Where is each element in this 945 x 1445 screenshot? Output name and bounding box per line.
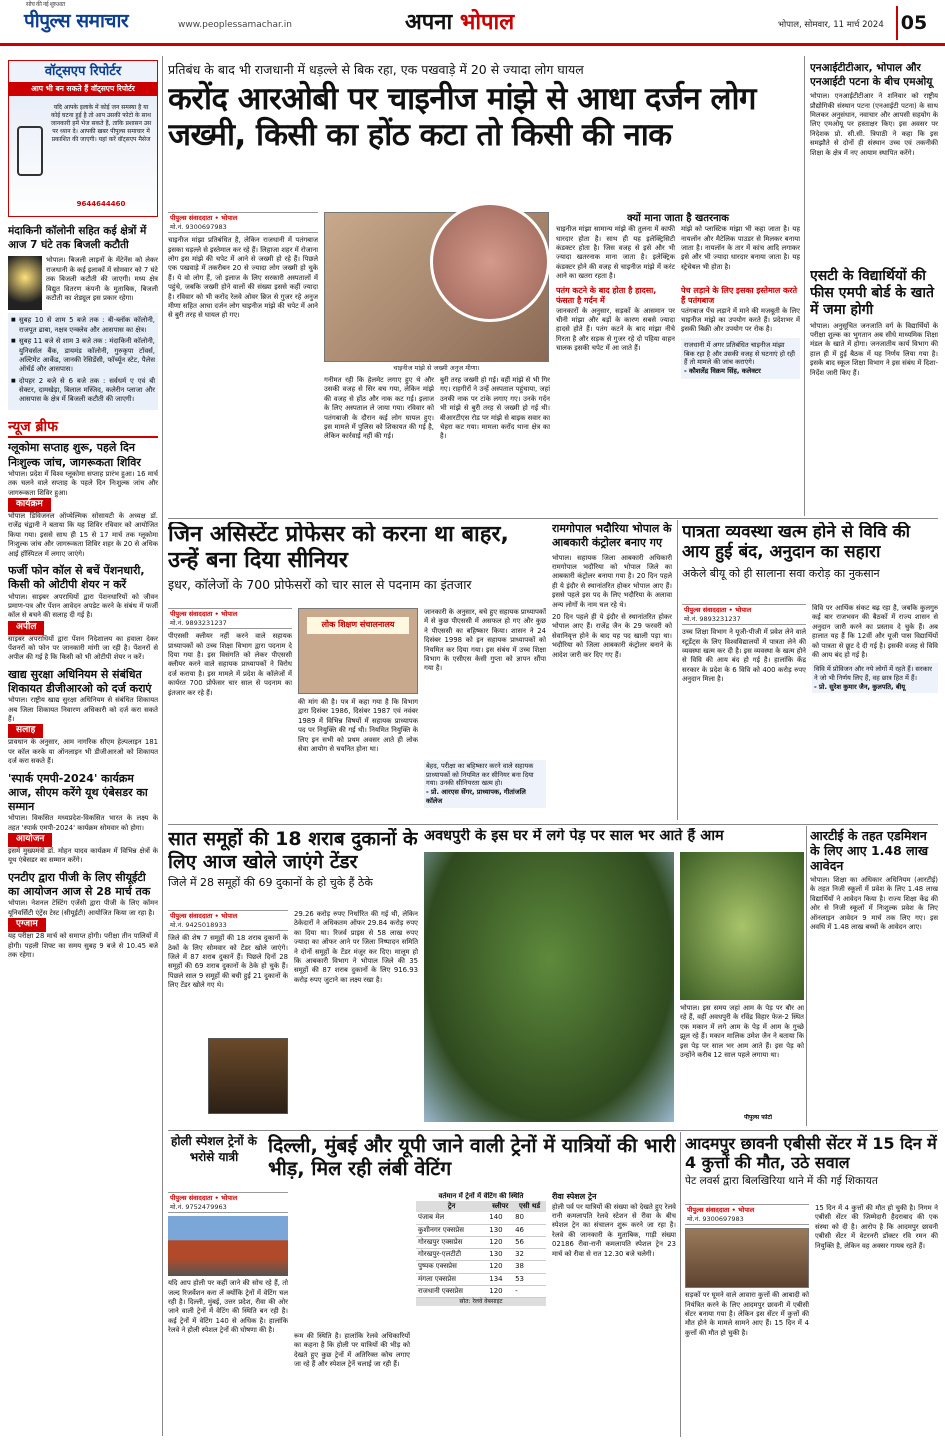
table-title: वर्तमान में ट्रेनों में वेटिंग की स्थिति [438, 1192, 524, 1200]
university-headline: पात्रता व्यवस्था खत्म होने से विवि की आय हुई बंद, अनुदान का सहारा [682, 522, 911, 563]
table-row: कुशीनगर एक्सप्रेस 130 46 [416, 1224, 546, 1236]
article-column: चाइनीज मांझा सामान्य मांझे की तुलना में काफी धारदार होता है। साथ ही यह इलेक्ट्रिसिटी कंडक्टर होता है। जिस वजह से इसे और भी ज्यादा खतरनाक माना जाता है। इलेक्ट्रिक कंडक्टर होने की वजह से चाइनीज मांझे में करंट आने का खतरा रहता है। [556, 225, 675, 281]
article-column: जानकारों के अनुसार, सड़कों के आसमान पर चीनी मांझा और बड़ों के कारण सबसे ज्यादा हादसे होते हैं। पतंग कटने के बाद मांझा नीचे गिरता है और सड़क से गुजर रहे दो पहिया वाहन चालक इसकी चपेट में आ जाते हैं। [556, 306, 675, 353]
mou-text: भोपाल। एनआईटीटीआर ने शनिवार को राष्ट्रीय प्रौद्योगिकी संस्थान पटना (एनआईटी पटना) के साथ मिलकर अनुसंधान, नवाचार और आपसी सहयोग के लिए एमओयू पर हस्ताक्षर किए। इस अवसर पर निदेशक प्रो. सी.सी. त्रिपाठी ने कहा कि इस समझौते से दोनों ही संस्थान उच्च एवं तकनीकी शिक्षा के क्षेत्र में नए आयाम स्थापित करेंगे। [810, 92, 938, 157]
trains-headline: दिल्ली, मुंबई और यूपी जाने वाली ट्रेनों में यात्रियों की भारी भीड़, मिल रही लंबी वेटिंग [268, 1134, 676, 1181]
liquor-headline: सात समूहों की 18 शराब दुकानों के लिए आज खोले जाएंगे टेंडर [168, 828, 418, 873]
brief-headline: एनटीए द्वारा पीजी के लिए सीयूईटी का आयोजन आज से 28 मार्च तक [8, 870, 151, 899]
brief-text: साइबर अपराधियों द्वारा पेंशन निदेशालय का हवाला देकर पेंशनरों को फोन पर जानकारी मांगी जा रही है। पेंशनरों से अपील की गई है कि किसी को भी ओटीपी शेयर न करें। [8, 634, 158, 662]
website-url[interactable]: www.peoplessamachar.in [178, 20, 292, 30]
article-column: यदि आप होली पर कहीं जाने की सोच रहे हैं, तो जल्द रिजर्वेशन करा लें क्योंकि ट्रेनों में वेटिंग चल रही है। दिल्ली, मुंबई, उत्तर प्रदेश, रीवा की ओर जाने वाली ट्रेनों में वेटिंग की स्थिति बन रही है। कई ट्रेनों में वेटिंग 140 से अधिक है। हालांकि रेलवे ने होली स्पेशल ट्रेनों की घोषणा की है। [168, 1279, 288, 1335]
liquor-story [168, 828, 418, 1128]
brief-text: भोपाल डिविजनल ऑप्थेल्मिक सोसायटी के अध्यक्ष डॉ. राजेंद्र चंद्वानी ने बताया कि यह शिविर रविवार को आयोजित किया गया। इससे साथ ही 15 से 17 मार्च तक ग्लूकोमा निःशुल्क जांच और जागरूकता शिविर शहर के 20 से अधिक आई हॉस्पिटल में लगाए जाएंगे। [8, 511, 158, 558]
table-row: पंजाब मेल 140 80 [416, 1212, 546, 1224]
subheading: रीवा स्पेशल ट्रेन [552, 1192, 597, 1201]
label-badge: आयोजन [8, 833, 52, 847]
professor-kicker: इधर, कॉलेजों के 700 प्रोफेसरों को चार साल से पदनाम का इंतजार [168, 576, 472, 592]
lead-kicker: प्रतिबंध के बाद भी राजधानी में धड़ल्ले से बिक रहा, एक पखवाड़े में 20 से ज्यादा लोग घायल [168, 62, 584, 77]
dateline: भोपाल, सोमवार, 11 मार्च 2024 [778, 20, 884, 30]
explainer-title: क्यों माना जाता है खतरनाक [627, 213, 729, 224]
news-brief-title: न्यूज ब्रीफ [8, 418, 158, 438]
byline: पीपुल्स संवाददाता • भोपाल मो.नं. 9893231237 [682, 604, 806, 625]
article-column: पतंगबाज पेंच लड़ाने में माने की मजबूती के लिए चाइनीज मांझे का उपयोग करते हैं। प्रदेशभर में इसकी बिक्री और उपयोग पर रोक है। [681, 306, 800, 334]
list-item: ■ सुबह 10 से शाम 5 बजे तक : बी-ब्लॉक कॉलोनी, राजपूत ढाबा, नक्षत्र एन्क्लेव और आसपास का क्षेत्र। [11, 316, 155, 335]
article-column: बुरी तरह जख्मी हो गई। वहीं मांझे से भी गिर गए। राहगीरों ने उन्हें अस्पताल पहुंचाया, जहां उनकी नाक पर टांके लगाए गए। उनके गर्दन भी मांझे से बुरी तरह से जख्मी हो गई थी। बीआरटीएस रोड पर मांझे से बाइक सवार का चेहरा कट गया। मामला करोंद थाना क्षेत्र का है। [440, 376, 550, 441]
phone-icon [17, 126, 43, 176]
article-column: सड़कों पर घूमने वाले आवारा कुत्तों की आबादी को नियंत्रित करने के लिए आदमपुर छावनी में एबीसी सेंटर बनाया गया है। लेकिन इस सेंटर में कुत्तों की मौत होने के मामले सामने आए हैं। 15 दिन में 4 कुत्तों की मौत हो चुकी है। [685, 1291, 809, 1337]
rte-story [810, 828, 938, 1128]
article-column: 20 दिन पहले ही ये इंदौर से स्थानांतरित होकर भोपाल आए हैं। राजेंद्र जैन के 29 फरवरी को सेवानिवृत्त होने के बाद यह पद खाली पड़ा था। भदौरिया को जिला आबकारी कंट्रोलर बनाने के आदेश जारी कर दिए गए हैं। [552, 612, 672, 659]
lead-headline: करोंद आरओबी पर चाइनीज मांझे से आधा दर्जन लोग जख्मी, किसी का होंठ कटा तो किसी की नाक [168, 80, 756, 154]
list-item: ■ दोपहर 2 बजे से 6 बजे तक : सर्वधर्म ए एवं बी सेक्टर, दामखेड़ा, बिलाल मस्जिद, कलेरीन प्लाजा और आसपास के क्षेत्र में बिजली कटौती की जाएगी। [11, 377, 155, 405]
whatsapp-title: वॉट्सएप रिपोर्टर [9, 61, 157, 82]
subheading: पेच लड़ाने के लिए इसका इस्तेमाल करते हैं पतंगबाज [681, 285, 798, 306]
left-sidebar [8, 60, 158, 1435]
photo-caption: चाइनीज मांझे से जख्मी अनुज मीणा। [324, 364, 549, 373]
mango-closeup-photo [680, 852, 804, 1000]
newspaper-logo[interactable]: सोच की नई शुरुआत पीपुल्स समाचार [24, 1, 129, 32]
article-column: पीएससी क्लीयर नहीं करने वाले सहायक प्राध्यापकों को उच्च शिक्षा विभाग द्वारा पदनाम दे दिया गया है। इस विसंगति को लेकर पीएससी क्लीयर करने वाले सहायक प्राध्यापकों ने विरोध दर्ज कराया है। इस मामले में प्रदेश के कॉलेजों में कार्यरत 700 प्रोफेसर चार साल से पदनाम का इंतजार कर रहे हैं। [168, 632, 292, 697]
excise-headline: रामगोपाल भदौरिया भोपाल के आबकारी कंट्रोलर बनाए गए [552, 522, 672, 550]
trains-side-headline: होली स्पेशल ट्रेनों के भरोसे यात्री [170, 1134, 258, 1164]
university-kicker: अकेले बीयू को ही सालाना सवा करोड़ का नुकसान [682, 566, 880, 580]
table-source: स्रोत: रेलवे वेबसाइट [416, 1298, 546, 1306]
section-title: अपना भोपाल [405, 10, 515, 35]
article-column: मांझे को प्लास्टिक मांझा भी कहा जाता है। यह नायलॉन और मैटेलिक पाउडर से मिलकर बनाया जाता है। नायलॉन के तार में कांच आदि लगाकर इसे और भी ज्यादा धारदार बनाया जाता है। यह स्ट्रेचेबल भी होता है। [681, 225, 800, 271]
mango-headline: अवधपुरी के इस घर में लगे पेड़ पर साल भर आते हैं आम [424, 828, 724, 844]
article-column: 15 दिन में 4 कुत्तों की मौत हो चुकी है। निगम ने एबीसी सेंटर की जिम्मेदारी हैदराबाद की एक संस्था को दी है। आरोप है कि आदमपुर छावनी एबीसी सेंटर में वेटरनरी डॉक्टर रवि रमन की नियुक्ति है, लेकिन वह अक्सर गायब रहते हैं। [815, 1204, 938, 1250]
whatsapp-reporter-box [8, 60, 158, 217]
whatsapp-phone[interactable]: 9644644460 [76, 200, 126, 209]
article-column: चाइनीज मांझा प्रतिबंधित है, लेकिन राजधानी में पतंगबाज इसका धड़ल्ले से इस्तेमाल कर रहे हैं। लिहाजा शहर में रोजाना लोग इस मांझे की चपेट में आने से जख्मी हो रहे हैं। पिछले एक पखवाड़े में तकरीबन 20 से ज्यादा लोग जख्मी हो चुके हैं। ये वो लोग हैं, जो इलाज के लिए सरकारी अस्पतालों में पहुंचे, जबकि जख्मी होने वालों की संख्या इससे कहीं ज्यादा है। रविवार को भी करोंद रेलवे ओवर ब्रिज से गुजर रहे अनुज मीणा सहित आधा दर्जन लोग चाइनीज मांझे की चपेट में आने से बुरी तरह से घायल हो गए। [168, 236, 318, 320]
article-column: 29.26 करोड़ रुपए निर्धारित की गई थी, लेकिन ठेकेदारों ने अधिकतम ऑफर 29.84 करोड़ रुपए का दिया था। रिजर्व प्राइस से 58 लाख रुपए ज्यादा का ऑफर आने पर जिला निष्पादन समिति ने दोनों समूहों के टेंडर मंजूर कर दिए। मालूम हो कि आबकारी विभाग ने भोपाल जिले की 35 समूहों की 87 शराब दुकानों के लिए 916.93 करोड़ रुपए जुटाने का लक्ष्य रखा है। [294, 910, 418, 984]
liquor-shop-photo [208, 1038, 288, 1114]
masthead [0, 0, 945, 46]
brief-headline: खाद्य सुरक्षा अधिनियम से संबंधित शिकायत डीजीआरओ को दर्ज कराएं [8, 667, 152, 696]
brief-headline: फर्जी फोन कॉल से बचें पेंशनधारी, किसी को ओटीपी शेयर न करें [8, 563, 145, 592]
brief-text: भोपाल। साइबर अपराधियों द्वारा पेंशनधारियों को जीवन प्रमाण-पत्र और पेंशन आवेदन अपडेट करने के संबंध में फर्जी कॉल से बचने की सलाह दी गई है। [8, 592, 158, 620]
explainer-box [556, 212, 800, 517]
st-fees-headline: एसटी के विद्यार्थियों की फीस एमपी बोर्ड के खाते में जमा होगी [810, 268, 934, 318]
quote-box: विवि में प्रोविजन और नये लोगों में रहते हैं। सरकार ने जो भी निर्णय लिए हैं, वह छात्र हित में हैं। - प्रो. सुरेश कुमार जैन, कुलपति, बीयू [812, 663, 938, 693]
lead-story [168, 62, 800, 517]
brief-text: भोपाल। नेशनल टेस्टिंग एजेंसी द्वारा पीजी के लिए कॉमन यूनिवर्सिटी एंट्रेंस टेस्ट (सीयूईटी) आयोजित किया जा रहा है। [8, 899, 158, 917]
logo-tagline: सोच की नई शुरुआत [26, 1, 65, 8]
mango-story [424, 828, 804, 1128]
liquor-kicker: जिले में 28 समूहों की 69 दुकानों के हो चुके हैं ठेके [168, 875, 373, 889]
office-photo [298, 608, 418, 694]
mou-headline: एनआईटीटीआर, भोपाल और एनआईटी पटना के बीच एमओयू [810, 62, 933, 88]
power-cut-text: भोपाल। बिजली लाइनों के मेंटेनेंस को लेकर राजधानी के कई इलाकों में सोमवार को 7 घंटे तक बिजली कटौती की जाएगी। मध्य क्षेत्र विद्युत वितरण कंपनी के मुताबिक, बिजली कटौती का शेड्यूल इस प्रकार रहेगा। [46, 256, 158, 302]
article-column: होली पर्व पर यात्रियों की संख्या को देखते हुए रेलवे रानी कमलापति रेलवे स्टेशन से रीवा के बीच स्पेशल ट्रेन का संचालन शुरू करने जा रहा है। रेलवे की जानकारी के मुताबिक, गाड़ी संख्या 02186 रीवा-रानी कमलापति स्पेशल ट्रेन 23 मार्च को रीवा से रात 12.30 बजे चलेगी। [552, 1202, 676, 1258]
list-item: ■ सुबह 11 बजे से शाम 3 बजे तक : मंदाकिनी कॉलोनी, युनिवर्सल बैंक, डायमंड कॉलोनी, गुरुकृपा टॉवर्स, अल्टिमेट आर्केड, जानकी रेसिडेंसी, फॉर्च्यून स्टेट, पैलेस ऑर्चर्ड और आसपास। [11, 337, 155, 375]
table-row: राजधानी एक्सप्रेस 120 - [416, 1285, 546, 1297]
dogs-story [685, 1134, 938, 1439]
quote-box: बेहद, परीक्षा का बहिष्कार करने वाले सहायक प्राध्यापकों को नियमित कर सीनियर बना दिया गया। उनकी सीनियरता खत्म हो। - प्रो. आरएस सेंगर, प्राध्यापक, गीतांजलि कॉलेज [424, 760, 546, 808]
subheading: पतंग कटने के बाद होता है हादसा, फंसता है गर्दन में [556, 285, 657, 306]
professor-story [168, 522, 546, 822]
mango-tree-photo [424, 852, 674, 1122]
byline: पीपुल्स संवाददाता • भोपाल मो.नं. 9300697983 [168, 212, 318, 233]
waiting-table: ट्रेन स्लीपर एसी थर्ड पंजाब मेल 140 80 कुशीनगर एक्सप्रेस 130 46 गोरखपुर एक्सप्रेस 120 56 गोरखपुर-एलटीटी 130 32 पुष्पक एक्सप्रेस 120 38 मंगला एक्सप्रेस 134 53 राजधानी एक्सप्रेस 120 - [416, 1201, 546, 1298]
byline: पीपुल्स संवाददाता • भोपाल मो.नं. 9752479963 [168, 1192, 288, 1213]
table-row: गोरखपुर-एलटीटी 130 32 [416, 1249, 546, 1261]
article-column: की मांग की है। पत्र में कहा गया है कि विभाग द्वारा दिसंबर 1986, दिसंबर 1987 एवं नवंबर 1989 में विभिन्न विषयों में सहायक प्राध्यापक पद पर नियुक्ति की गई थी। नियमित नियुक्ति के लिए इन सभी को प्रथम अवसर आते ही लोक सेवा आयोग से चयनित होना था। [298, 698, 418, 753]
power-cut-list [8, 313, 158, 410]
label-badge: कार्यक्रम [8, 498, 51, 512]
article-column: रूम की स्थिति है। हालांकि रेलवे अधिकारियों का कहना है कि होली पर यात्रियों की भीड़ को देखते हुए कुछ ट्रेनों में अतिरिक्त कोच लगाए जा रहे हैं और स्पेशल ट्रेनें चलाई जा रही हैं। [294, 1332, 410, 1369]
excise-story [552, 522, 672, 822]
article-column: गनीमत रही कि हेलमेट लगाए हुए थे और उसकी वजह से सिर बच गया, लेकिन मांझे की वजह से होंठ और नाक कट गई। इलाज के लिए अस्पताल ले जाया गया। रविवार को पतंगबाजी के दौरान कई लोग घायल हुए। इस मामले में पुलिस को शिकायत की गई है, लेकिन कार्रवाई नहीं की गई। [324, 376, 434, 441]
quote-box: राजधानी में अगर प्रतिबंधित चाइनीज मांझा बिक रहा है और उसकी वजह से घटनाएं हो रही हैं तो मामले की जांच कराएंगे। - कौशलेंद्र विक्रम सिंह, कलेक्टर [681, 338, 800, 379]
professor-headline: जिन असिस्टेंट प्रोफेसर को करना था बाहर, उन्हें बना दिया सीनियर [168, 522, 509, 574]
article-column: उच्च शिक्षा विभाग ने यूजी-पीजी में प्रवेश लेने वाले स्टूडेंट्स के लिए विश्वविद्यालयों में पात्रता लेने की व्यवस्था खत्म कर दी है। इस व्यवस्था के खत्म होने से विवि की आय बंद हो गई है। हालांकि केंद्र सरकार के प्रदेश के 6 विवि को 400 करोड़ रुपए अनुदान मिला है। [682, 628, 806, 684]
whatsapp-body [9, 96, 157, 216]
article-column: जिले की शेष 7 समूहों की 18 शराब दुकानों के ठेकों के लिए सोमवार को टेंडर खोले जाएंगे। जिले में 87 शराब दुकानें हैं। पिछले दिनों 28 समूहों की 69 शराब दुकानों के ठेके हो चुके हैं। पिछले साल 9 समूहों की बची हुई 21 दुकानों के लिए टेंडर खोले गए थे। [168, 934, 288, 990]
whatsapp-subtitle: आप भी बन सकते हैं वॉट्सएप रिपोर्टर [9, 82, 157, 96]
trains-story [168, 1134, 676, 1439]
brief-headline: ग्लूकोमा सप्ताह शुरू, पहले दिन निःशुल्क जांच, जागरूकता शिविर [8, 441, 141, 469]
university-story [682, 522, 938, 822]
article-column: विवि पर आर्थिक संकट बढ़ रहा है, जबकि कुलगुरु कई बार राजभवन की बैठकों में राज्य शासन से अनुदान जारी करने का प्रस्ताव दे चुके हैं। अब हालात यह हैं कि 12वीं और यूजी पास विद्यार्थियों को पात्रता से छूट दे दी गई है। इसकी वजह से विवि की आय बंद हो गई है। [812, 604, 938, 659]
brief-text: भोपाल। विकसित मध्यप्रदेश-विकसित भारत के लक्ष्य के तहत 'स्पार्क एमपी-2024' कार्यक्रम सोमवार को होगा। [8, 814, 158, 832]
dogs-headline: आदमपुर छावनी एबीसी सेंटर में 15 दिन में 4 कुत्तों की मौत, उठे सवाल [685, 1134, 937, 1173]
label-badge: अपील [8, 621, 44, 635]
table-row: गोरखपुर एक्सप्रेस 120 56 [416, 1236, 546, 1248]
excise-text: भोपाल। सहायक जिला आबकारी अधिकारी रामगोपाल भदौरिया को भोपाल जिले का आबकारी कंट्रोलर बनाया गया है। 20 दिन पहले ही ये इंदौर से स्थानांतरित होकर भोपाल आए हैं। इससे पहले इस पद के लिए भदौरिया के अलावा अन्य लोगों के नाम चल रहे थे। [552, 553, 672, 609]
byline: पीपुल्स संवाददाता • भोपाल मो.नं. 9300697983 [685, 1204, 809, 1225]
inset-photo [430, 202, 550, 322]
label-badge: एग्जाम [8, 918, 46, 932]
bulb-icon [8, 256, 42, 310]
page-number: 05 [896, 6, 930, 40]
article-column: भोपाल। इस समय जहां आम के पेड़ पर बौर आ रहे हैं, वहीं अवधपुरी के रविंद्र विहार फेज-2 स्थित एक मकान में लगे आम के पेड़ में आम के गुच्छे झूल रहे हैं। मकान मालिक उमेश जैन ने बताया कि इस पेड़ पर साल भर आम आते हैं। इस पेड़ को उन्होंने करीब 12 साल पहले लगाया था। [680, 1004, 804, 1059]
brief-headline: 'स्पार्क एमपी-2024' कार्यक्रम आज, सीएम करेंगे यूथ एंबेसडर का सम्मान [8, 771, 148, 814]
train-photo [168, 1216, 288, 1276]
byline: पीपुल्स संवाददाता • भोपाल मो.नं. 9893231237 [168, 608, 292, 629]
byline: पीपुल्स संवाददाता • भोपाल मो.नं. 9425018933 [168, 910, 288, 931]
article-column: जानकारी के अनुसार, बचे हुए सहायक प्राध्यापकों में से कुछ पीएससी में असफल हो गए और कुछ ने पीएससी का बहिष्कार किया। शासन ने 24 दिसंबर 1998 को इन सहायक प्राध्यापकों को नियमित कर दिया गया। इस संबंध में उच्च शिक्षा विभाग के एसीएस केसी गुप्ता को ज्ञापन सौंपा गया है। [424, 608, 546, 673]
brief-text: यह परीक्षा 28 मार्च को समाप्त होगी। परीक्षा तीन पालियों में होगी। पहली शिफ्ट का समय सुबह 9 बजे से 10.45 बजे तक रहेगा। [8, 932, 158, 959]
rte-text: भोपाल। शिक्षा का अधिकार अधिनियम (आरटीई) के तहत निजी स्कूलों में प्रवेश के लिए 1.48 लाख विद्यार्थियों ने आवेदन किया है। राज्य शिक्षा केंद्र की ओर से निजी स्कूलों में निःशुल्क प्रवेश के लिए ऑनलाइन आवेदन 9 मार्च तक लिए गए। इस अवधि में 1.48 लाख बच्चों के आवेदन आए। [810, 876, 938, 931]
right-column [810, 62, 938, 517]
table-row: मंगला एक्सप्रेस 134 53 [416, 1273, 546, 1285]
waiting-table-box [416, 1192, 546, 1306]
office-sign: लोक शिक्षण संचालनालय [307, 617, 409, 634]
brief-text: प्रावधान के अनुसार, आम नागरिक सीएम हेल्पलाइन 181 पर कॉल करके या ऑनलाइन भी डीजीआरओ को शिकायत दर्ज करा सकते हैं। [8, 738, 158, 766]
dogs-kicker: पेट लवर्स द्वारा बिलखिरिया थाने में की गई शिकायत [685, 1175, 878, 1188]
brief-text: भोपाल। राष्ट्रीय खाद्य सुरक्षा अधिनियम से संबंधित शिकायत अब जिला शिकायत निवारण अधिकारी को दर्ज करा सकते हैं। [8, 696, 158, 724]
brief-text: इसमें मुख्यमंत्री डॉ. मोहन यादव कार्यक्रम में विभिन्न क्षेत्रों के यूथ एंबेसडर का सम्मान करेंगे। [8, 847, 158, 865]
dogs-photo [685, 1228, 809, 1288]
whatsapp-text: यदि आपके इलाके में कोई जन समस्या है या कोई घटना हुई है तो आप उसकी फोटो के साथ जानकारी हमें भेज सकते हैं, ताकि प्रशासन उस पर ध्यान दे। आपकी खबर पीपुल्स समाचार में प्रकाशित की जाएगी। यहां करें वॉट्सएप मैसेज [50, 104, 152, 144]
brief-text: भोपाल। प्रदेश में विश्व ग्लूकोमा सप्ताह प्रारंभ हुआ। 16 मार्च तक चलने वाले सप्ताह के पहले दिन निःशुल्क जांच और जागरूकता शिविर हुआ। [8, 469, 158, 497]
power-cut-headline: मंदाकिनी कॉलोनी सहित कई क्षेत्रों में आज 7 घंटे तक बिजली कटौती [8, 225, 147, 251]
rte-headline: आरटीई के तहत एडमिशन के लिए आए 1.48 लाख आवेदन [810, 828, 929, 873]
st-fees-text: भोपाल। अनुसूचित जनजाति वर्ग के विद्यार्थियों के परीक्षा शुल्क का भुगतान अब सीधे माध्यमिक शिक्षा मंडल के खाते में होगा। जनजातीय कार्य विभाग की हाल ही में हुई बैठक में यह निर्णय लिया गया है। इसके बाद स्कूल शिक्षा विभाग ने इस संबंध में दिशा-निर्देश जारी किए हैं। [810, 321, 938, 377]
label-badge: सलाह [8, 724, 43, 738]
photo-credit: पीपुल्स फोटो [744, 1114, 773, 1121]
table-row: पुष्पक एक्सप्रेस 120 38 [416, 1261, 546, 1273]
